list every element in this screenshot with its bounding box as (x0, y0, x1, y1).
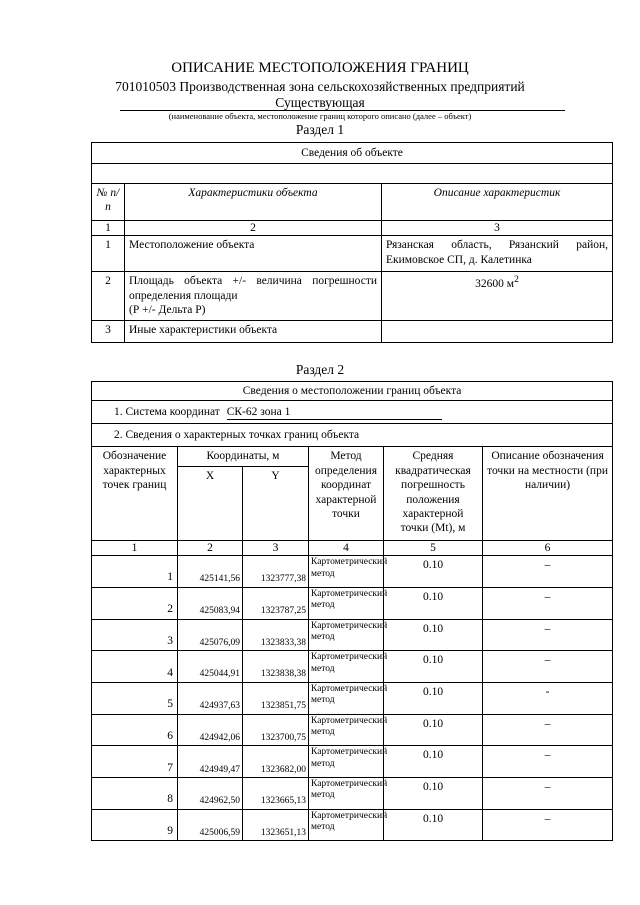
row-num: 3 (92, 320, 125, 342)
point-mt: 0.10 (384, 714, 483, 746)
table-row (92, 746, 613, 778)
header-coords: Координаты, м (178, 447, 309, 466)
point-description: – (483, 587, 613, 619)
header-x: X (178, 466, 243, 540)
header-method: Метод определения координат характерной точки (309, 447, 384, 540)
point-y: 1323665,13 (243, 777, 309, 809)
col-number: 6 (483, 540, 613, 555)
col-header-num: № п/п (92, 184, 125, 221)
point-description: – (483, 556, 613, 588)
point-id: 5 (92, 682, 178, 714)
header-y: Y (243, 466, 309, 540)
point-mt: 0.10 (384, 777, 483, 809)
point-x: 424942,06 (178, 714, 243, 746)
col-number: 3 (243, 540, 309, 555)
col-number: 2 (125, 221, 382, 236)
point-mt: 0.10 (384, 682, 483, 714)
point-id: 1 (92, 556, 178, 588)
coord-system-row (92, 401, 613, 424)
point-mt: 0.10 (384, 619, 483, 651)
table-row (92, 236, 613, 272)
point-method: Картометрический метод (309, 777, 384, 809)
row-value: Рязанская область, Рязанский район, Екимовское СП, д. Калетинка (382, 236, 613, 272)
row-name: Иные характеристики объекта (125, 320, 382, 342)
table-row (92, 272, 613, 320)
point-method: Картометрический метод (309, 714, 384, 746)
point-x: 424937,63 (178, 682, 243, 714)
point-y: 1323777,38 (243, 556, 309, 588)
point-mt: 0.10 (384, 651, 483, 683)
point-mt: 0.10 (384, 809, 483, 841)
point-id: 7 (92, 746, 178, 778)
point-method: Картометрический метод (309, 651, 384, 683)
point-method: Картометрический метод (309, 587, 384, 619)
point-id: 3 (92, 619, 178, 651)
point-method: Картометрический метод (309, 682, 384, 714)
row-num: 1 (92, 236, 125, 272)
point-method: Картометрический метод (309, 556, 384, 588)
area-unit-exp: 2 (514, 274, 519, 286)
point-x: 425076,09 (178, 619, 243, 651)
point-id: 8 (92, 777, 178, 809)
point-x: 425083,94 (178, 587, 243, 619)
point-y: 1323851,75 (243, 682, 309, 714)
point-description: – (483, 809, 613, 841)
zone-name: 701010503 Производственная зона сельскохозяйственных предприятий (115, 79, 525, 94)
point-x: 425141,56 (178, 556, 243, 588)
table-row (92, 809, 613, 841)
table-row (92, 587, 613, 619)
point-description: – (483, 714, 613, 746)
point-x: 425006,59 (178, 809, 243, 841)
point-id: 4 (92, 651, 178, 683)
table-row (92, 777, 613, 809)
header-designation: Обозначение характерных точек границ (92, 447, 178, 540)
document-title: ОПИСАНИЕ МЕСТОПОЛОЖЕНИЯ ГРАНИЦ (171, 60, 469, 76)
area-value: 32600 м (475, 278, 515, 291)
col-number: 1 (92, 540, 178, 555)
object-info-table (91, 142, 613, 343)
point-y: 1323651,13 (243, 809, 309, 841)
point-id: 2 (92, 587, 178, 619)
point-method: Картометрический метод (309, 809, 384, 841)
row-num: 2 (92, 272, 125, 320)
table-row (92, 619, 613, 651)
point-description: – (483, 777, 613, 809)
row-name: Местоположение объекта (125, 236, 382, 272)
col-number: 4 (309, 540, 384, 555)
table-row (92, 682, 613, 714)
table-row (92, 714, 613, 746)
point-x: 424962,50 (178, 777, 243, 809)
col-number: 3 (382, 221, 613, 236)
point-description: – (483, 619, 613, 651)
points-section-label: 2. Сведения о характерных точках границ объекта (92, 424, 613, 447)
row-name (125, 272, 382, 320)
points-table (91, 381, 613, 841)
table-row (92, 556, 613, 588)
point-method: Картометрический метод (309, 619, 384, 651)
table-row (92, 651, 613, 683)
header-rmse: Средняя квадратическая погрешность положения характерной точки (Mt), м (384, 447, 483, 540)
col-number: 5 (384, 540, 483, 555)
point-description: – (483, 746, 613, 778)
row-value (382, 272, 613, 320)
point-y: 1323787,25 (243, 587, 309, 619)
point-x: 425044,91 (178, 651, 243, 683)
col-number: 2 (178, 540, 243, 555)
section2-title: Раздел 2 (295, 362, 345, 377)
point-y: 1323682,00 (243, 746, 309, 778)
zone-status: Существующая (275, 95, 365, 110)
point-mt: 0.10 (384, 587, 483, 619)
point-y: 1323700,75 (243, 714, 309, 746)
point-y: 1323833,38 (243, 619, 309, 651)
empty-row (92, 164, 613, 184)
point-id: 6 (92, 714, 178, 746)
section1-title: Раздел 1 (295, 122, 345, 137)
col-header-description: Описание характеристик (382, 184, 613, 221)
header-description: Описание обозначения точки на местности (при наличии) (483, 447, 613, 540)
col-number: 1 (92, 221, 125, 236)
point-description: – (483, 651, 613, 683)
coord-system-value: СК-62 зона 1 (227, 405, 442, 420)
point-description: - (483, 682, 613, 714)
point-y: 1323838,38 (243, 651, 309, 683)
object-info-title: Сведения об объекте (92, 143, 613, 164)
title-note: (наименование объекта, местоположение границ которого описано (далее – объект) (168, 111, 472, 121)
point-id: 9 (92, 809, 178, 841)
point-mt: 0.10 (384, 746, 483, 778)
point-x: 424949,47 (178, 746, 243, 778)
table-row (92, 320, 613, 342)
point-mt: 0.10 (384, 556, 483, 588)
row-value (382, 320, 613, 342)
area-label: Площадь объекта +/- величина погрешности определения площади (129, 275, 377, 302)
col-header-characteristic: Характеристики объекта (125, 184, 382, 221)
point-method: Картометрический метод (309, 746, 384, 778)
coord-system-label: 1. Система координат (114, 405, 220, 418)
area-formula: (Р +/- Дельта Р) (129, 304, 206, 317)
points-table-title: Сведения о местоположении границ объекта (92, 382, 613, 401)
